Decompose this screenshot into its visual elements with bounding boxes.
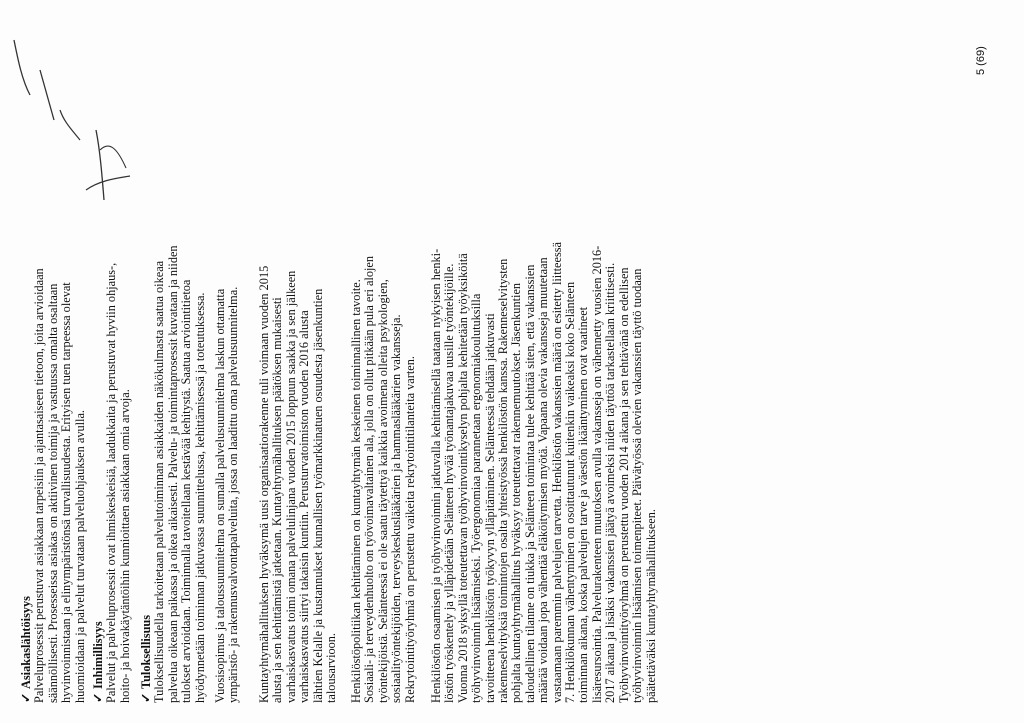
text-line: Sosiaali- ja terveydenhuolto on työvoimavaltainen ala, jolla on ollut pitkään pula eri alojen: [362, 255, 377, 703]
text-line: Henkilöstöpolitiikan kehittäminen on kuntayhtymän keskeinen toiminnallinen tavoite.: [349, 279, 363, 703]
section-1: [20, 3, 87, 703]
text-line: toiminnan aikana, koska palvelujen tarve ja väestön ikääntyminen ovat vaatineet: [576, 306, 591, 703]
checkmark-icon: ✓: [139, 692, 153, 703]
section-5: [258, 3, 338, 703]
text-line: työhyvinvoinnin lisäämiseksi. Työergonomiaa parannetaan ergonomiakoulutuksilla: [469, 293, 484, 703]
section-2: [92, 3, 132, 703]
text-line: taloudellinen tilanne on tiukka ja Selänteen toimintaa tulee kehittää siten, että vakanssien: [522, 264, 537, 703]
text-line: rakenneselvityksiä toimintojen osalta yhteistyössä henkilöstön kanssa. Rakenneselvitysten: [496, 258, 511, 703]
section-heading: [140, 3, 153, 703]
text-line: 7. Henkilökunnan vähentyminen on osoittautunut kuitenkin vaikeaksi koko Selänteen: [563, 281, 578, 703]
text-line: Vuosisopimus ja taloussuunnitelma on sumalla palvelusuunnitelma laskun ottamatta: [213, 288, 227, 703]
text-line: vastaamaan paremmin palvelujen tarvetta. Henkilöstön vakanssien määrä on esitetty liitteessä: [549, 242, 564, 703]
text-line: löstön työskentely ja ylläpidetään Selänteen hyvää työnantajakuvaa uusille työntekijöille.: [442, 263, 457, 703]
text-line: pohjalta kuntayhtymähallitus hyväksyy toteutettavat rakennemuutokset. Jäsenkuntien: [509, 282, 524, 703]
section-4: [214, 3, 241, 703]
text-line: hoito- ja hoivakäytäntöihin kunnioittaen asiakkaan omia arvoja.: [117, 389, 132, 703]
text-line: huomioidaan ja palvelut turvataan palveluohjauksen avulla.: [72, 410, 87, 703]
section-6: [350, 3, 417, 703]
text-line: Työhyvinvointityöryhmä on perustettu vuoden 2014 aikana ja sen tehtävänä on edellisen: [616, 267, 631, 703]
heading-text: Tuloksellisuus: [139, 614, 153, 689]
text-line: hyvinvoinnistaan ja elinympäristönsä turvallisuudesta. Erityisen tuen tarpeessa olevat: [59, 282, 74, 703]
text-line: alusta ja sen kehittämistä jatketaan. Kuntayhtymähallituksen päätöksen mukaisesti: [270, 297, 285, 703]
text-line: työntekijöistä. Selänteessä ei ole saatu täytettyä kaikkia avoimena olleita psykologien,: [375, 279, 390, 703]
page-number: 5 (69): [975, 46, 987, 75]
text-line: lisäresursointia. Palvelurakenteen muutoksen avulla vakansseja on vähennetty vuosien 2016-: [589, 245, 604, 703]
text-line: talousarvioon.: [324, 632, 339, 703]
checkmark-icon: ✓: [91, 692, 105, 703]
text-line: hyödynnetään toiminnan jatkuvassa suunnittelussa, kehittämisessä ja toteutuksessa.: [192, 292, 207, 703]
text-line: Kuntayhtymähallituksen hyväksymä uusi organisaatiorakenne tuli voimaan vuoden 2015: [257, 265, 271, 703]
section-3: [140, 3, 207, 703]
text-line: Tuloksellisuudella tarkoitetaan palvelutoiminnan asiakkaiden näkökulmasta saatua oikeaa: [152, 260, 167, 703]
text-line: säännöllisesti. Prosesseissa asiakas on aktiivinen toimija ja vastuussa omalta osaltaan: [45, 283, 60, 703]
checkmark-icon: ✓: [19, 692, 33, 703]
text-line: työhyvinvoinnin lisäämisen toimenpiteet. Päivätyössä olevien vakanssien täyttö tuodaan: [630, 268, 645, 703]
section-7: [430, 3, 658, 703]
text-line: lähtien Kelalle ja kustannukset kunnallisen työmarkkinatuen osuudesta jäsenkuntien: [310, 288, 325, 703]
text-line: 2017 aikana ja lisäksi vakanssien jäätyä avoimeksi niiden täyttöä tarkastellaan kriittisesti.: [603, 262, 618, 703]
text-line: päätettäväksi kuntayhtymähallitukseen.: [643, 509, 658, 703]
text-line: palvelua oikeaan paikassa ja oikea aikaisesti. Palvelu- ja toimintaprosessit kuvataan ja niiden: [165, 245, 180, 703]
text-line: varhaiskasvatus siirtyi takaisin kuntiin. Perusturvatoimiston vuoden 2016 alusta: [297, 310, 312, 703]
text-line: sosiaalityöntekijöiden, terveyskeskuslääkärien ja hammaslääkärien vakansseja.: [389, 314, 404, 703]
text-line: Henkilöstön osaamisen ja työhyvinvoinnin jatkuvalla kehittämisellä taataan nykyisen henki-: [429, 248, 443, 703]
text-line: varhaiskasvatus toimi omana palvelulinjana vuoden 2015 loppuun saakka ja sen jälkeen: [283, 270, 298, 703]
text-line: Palvelut ja palveluprosessit ovat ihmiskeskeisiä, laadukkaita ja perustuvat hyviin ohjaus-,: [104, 262, 119, 703]
heading-text: Asiakaslähtöisyys: [19, 596, 33, 689]
section-heading: [92, 3, 105, 703]
text-line: Rekrytointityöryhmä on perustettu vaikeita rekrytointitilanteita varten.: [402, 356, 417, 703]
section-heading: [20, 3, 33, 703]
text-line: tulokset arvioidaan. Toiminnalla tavoitellaan kestävää kehitystä. Saatua arviointitietoa: [179, 279, 194, 703]
heading-text: Inhimillisyys: [91, 621, 105, 689]
text-line: tavoitteena henkilöstön työkyvyn ylläpitäminen. Selänteessä tehdään jatkuvasti: [482, 313, 497, 703]
text-line: määrää voidaan jopa vähentää eläköitymisen myötä. Vapaana olevia vakansseja muutetaan: [536, 257, 551, 703]
text-line: ympäristö- ja rakennusvalvontapalveluita, jossa on laadittu oma palvelusuunnitelma.: [226, 286, 241, 703]
text-line: Palveluprosessit perustuvat asiakkaan tarpeisiin ja ajantasaiseen tietoon, joita arvioidaan: [32, 268, 47, 703]
text-line: Vuonna 2018 syksyllä toteutettavan työhyvinvointikyselyn pohjalta kehitetään työyksiköitä: [455, 253, 470, 703]
